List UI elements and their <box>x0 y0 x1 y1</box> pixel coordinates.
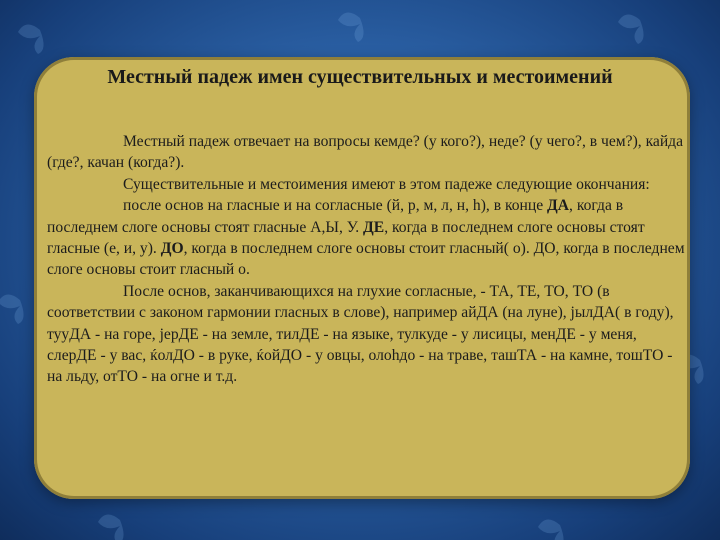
bold-ending: ДЕ <box>363 218 385 236</box>
bold-ending: ДО <box>160 240 184 258</box>
paragraph <box>47 174 687 195</box>
title-bold: Местный падеж <box>107 66 253 88</box>
paragraph <box>47 281 687 388</box>
body-text <box>47 131 687 388</box>
text-run: , когда в последнем слоге основы стоят гласные (е, и, у). <box>47 218 645 258</box>
text-run: , когда в последнем слоге основы стоит гласный( о). ДО, когда в последнем слоге основы стоит гласный о. <box>47 240 685 279</box>
text-run: Существительные и местоимения имеют в этом падеже следующие окончания: <box>123 175 650 193</box>
text-run: Местный падеж отвечает на вопросы кемде? (у кого?), неде? (у чего?, в чем?), кайда (где?, качан (когда?). <box>47 133 684 172</box>
paragraph <box>47 195 687 281</box>
bold-ending: ДА <box>547 197 570 215</box>
title-rest: имен существительных и местоимений <box>252 66 613 88</box>
text-run: , когда в последнем слоге основы стоят гласные А,Ы, У. <box>47 197 624 236</box>
paragraph <box>47 131 687 174</box>
slide-title <box>40 66 680 89</box>
text-run: После основ, заканчивающихся на глухие согласные, - ТА, ТЕ, ТО, ТО (в соответствии с законом гармонии гласных в слове), например айДА (на луне), јылДА( в году), тууДА - на горе, јерДЕ - на земле, тилДЕ - на языке, тулкуде - у лисицы, менДЕ - у меня, слерДЕ - у вас, ќолДО - в руке, ќойДО - у овцы, олоһдо - на траве, ташТА - на камне, тошТО - на льду, отТО - на огне и т.д. <box>47 282 674 386</box>
text-run: после основ на гласные и на согласные (й, р, м, л, н, һ), в конце <box>123 197 548 215</box>
